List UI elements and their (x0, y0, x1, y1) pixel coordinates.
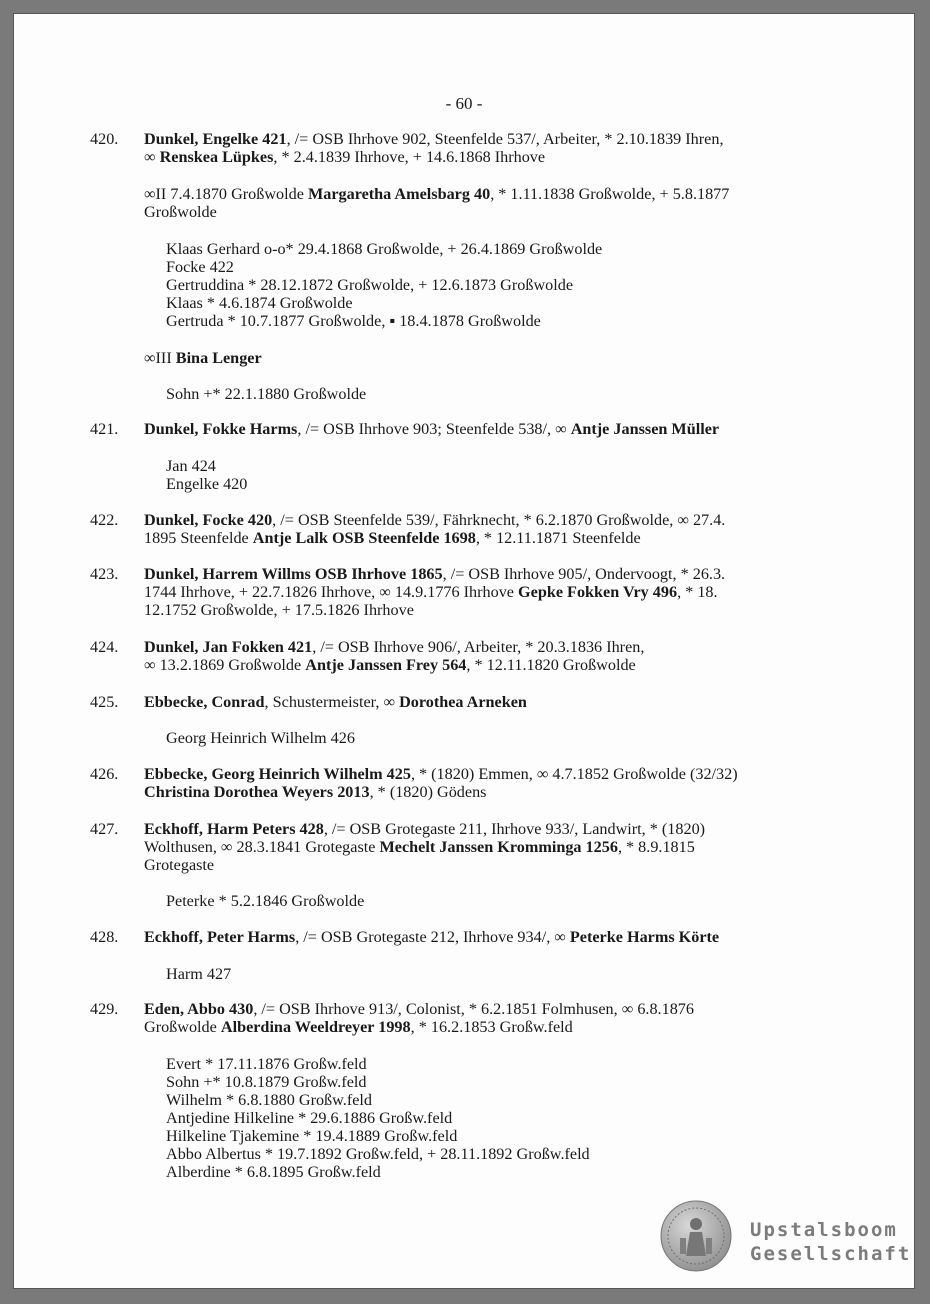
list-item: Engelke 420 (166, 475, 248, 493)
entry-number: 420. (90, 130, 119, 148)
spouse-details: , * 12.11.1871 Steenfelde (475, 529, 641, 547)
entry-name: Eckhoff, Harm Peters 428 (144, 820, 324, 838)
entry-details: , /= OSB Ihrhove 903; Steenfelde 538/, ∞ (297, 420, 571, 438)
marriage-info: ∞II 7.4.1870 Großwolde (144, 185, 308, 203)
logo-line-1: Upstalsboom (750, 1219, 898, 1241)
entry-number: 429. (90, 1000, 119, 1018)
entry-name: Dunkel, Harrem Willms OSB Ihrhove 1865 (144, 565, 443, 583)
spouse-name: Gepke Fokken Vry 496 (518, 583, 678, 601)
entry-name: Dunkel, Fokke Harms (144, 420, 298, 438)
spouse-details-cont: Grotegaste (144, 856, 215, 874)
entry-name: Dunkel, Jan Fokken 421 (144, 638, 313, 656)
spouse-details: , * 2.4.1839 Ihrhove, + 14.6.1868 Ihrhove (273, 148, 546, 166)
entry-details: , /= OSB Ihrhove 913/, Colonist, * 6.2.1851 Folmhusen, ∞ 6.8.1876 (253, 1000, 694, 1018)
third-marriage (144, 349, 864, 367)
list-item: Klaas * 4.6.1874 Großwolde (166, 294, 353, 312)
entry-details: , * (1820) Emmen, ∞ 4.7.1852 Großwolde (32/32) (410, 765, 738, 783)
children-list (166, 385, 866, 403)
spouse-name: Alberdina Weeldreyer 1998 (220, 1018, 411, 1036)
marriage-symbol: ∞ (144, 148, 160, 166)
children-list (166, 965, 866, 983)
list-item: Georg Heinrich Wilhelm 426 (166, 729, 355, 747)
spouse-details: , * 18. (677, 583, 718, 601)
list-item: Sohn +* 22.1.1880 Großwolde (166, 385, 367, 403)
entry-details: , /= OSB Ihrhove 906/, Arbeiter, * 20.3.1836 Ihren, (312, 638, 645, 656)
list-item: Sohn +* 10.8.1879 Großw.feld (166, 1073, 367, 1091)
entry-name: Eden, Abbo 430 (144, 1000, 254, 1018)
list-item: Hilkeline Tjakemine * 19.4.1889 Großw.feld (166, 1127, 458, 1145)
list-item: Harm 427 (166, 965, 232, 983)
spouse-name: Antje Janssen Müller (570, 420, 720, 438)
entry-name: Dunkel, Focke 420 (144, 511, 273, 529)
entry-name: Dunkel, Engelke 421 (144, 130, 287, 148)
list-item: Antjedine Hilkeline * 29.6.1886 Großw.feld (166, 1109, 453, 1127)
marriage-info: Großwolde (144, 1018, 221, 1036)
list-item: Wilhelm * 6.8.1880 Großw.feld (166, 1091, 373, 1109)
spouse-name: Christina Dorothea Weyers 2013 (144, 783, 370, 801)
list-item: Peterke * 5.2.1846 Großwolde (166, 892, 365, 910)
entry-423 (90, 565, 870, 619)
spouse-name: Dorothea Arneken (399, 693, 527, 711)
entry-details: , /= OSB Grotegaste 212, Ihrhove 934/, ∞ (295, 928, 570, 946)
entry-name: Ebbecke, Georg Heinrich Wilhelm 425 (144, 765, 411, 783)
spouse-name: Antje Lalk OSB Steenfelde 1698 (252, 529, 476, 547)
spouse-details: , * 1.11.1838 Großwolde, + 5.8.1877 (490, 185, 730, 203)
spouse-name: Peterke Harms Körte (569, 928, 720, 946)
entry-number: 428. (90, 928, 119, 946)
entry-details: , /= OSB Ihrhove 902, Steenfelde 537/, Arbeiter, * 2.10.1839 Ihren, (286, 130, 724, 148)
children-list (166, 729, 866, 747)
marriage-info: 1895 Steenfelde (144, 529, 253, 547)
spouse-name: Renskea Lüpkes (159, 148, 274, 166)
list-item: Gertruddina * 28.12.1872 Großwolde, + 12.6.1873 Großwolde (166, 276, 574, 294)
spouse-details-cont: 12.1752 Großwolde, + 17.5.1826 Ihrhove (144, 601, 414, 619)
children-list (166, 240, 866, 330)
marriage-info: Wolthusen, ∞ 28.3.1841 Grotegaste (144, 838, 380, 856)
entry-name: Eckhoff, Peter Harms (144, 928, 296, 946)
entry-number: 426. (90, 765, 119, 783)
entry-number: 424. (90, 638, 119, 656)
list-item: Focke 422 (166, 258, 234, 276)
children-list (166, 892, 866, 910)
list-item: Gertruda * 10.7.1877 Großwolde, ▪ 18.4.1878 Großwolde (166, 312, 541, 330)
entry-details: , /= OSB Ihrhove 905/, Ondervoogt, * 26.3. (442, 565, 726, 583)
spouse-details: , * 8.9.1815 (617, 838, 695, 856)
spouse-details-cont: Großwolde (144, 203, 217, 221)
spouse-name: Mechelt Janssen Kromminga 1256 (379, 838, 618, 856)
spouse-details: , * (1820) Gödens (369, 783, 487, 801)
children-list (166, 1055, 866, 1181)
organization-logo-text (750, 1218, 911, 1266)
list-item: Klaas Gerhard o-o* 29.4.1868 Großwolde, + 26.4.1869 Großwolde (166, 240, 603, 258)
marriage-info: 1744 Ihrhove, + 22.7.1826 Ihrhove, ∞ 14.9.1776 Ihrhove (144, 583, 519, 601)
entry-427 (90, 820, 870, 874)
entry-424 (90, 638, 870, 674)
entry-number: 425. (90, 693, 119, 711)
list-item: Evert * 17.11.1876 Großw.feld (166, 1055, 367, 1073)
spouse-details: , * 12.11.1820 Großwolde (466, 656, 636, 674)
logo-line-2: Gesellschaft (750, 1243, 912, 1265)
entry-number: 427. (90, 820, 119, 838)
children-list (166, 457, 866, 493)
second-marriage (144, 185, 864, 221)
list-item: Jan 424 (166, 457, 216, 475)
spouse-details: , * 16.2.1853 Großw.feld (410, 1018, 573, 1036)
entry-number: 422. (90, 511, 119, 529)
entry-425 (90, 693, 870, 711)
marriage-info: ∞ 13.2.1869 Großwolde (144, 656, 306, 674)
entry-name: Ebbecke, Conrad (144, 693, 265, 711)
entry-429 (90, 1000, 870, 1036)
entry-number: 421. (90, 420, 119, 438)
entry-426 (90, 765, 870, 801)
seal-logo-icon (660, 1200, 732, 1272)
entry-details: , Schustermeister, ∞ (264, 693, 400, 711)
entry-420 (90, 130, 870, 166)
entry-421 (90, 420, 870, 438)
marriage-info: ∞III (144, 349, 176, 367)
entry-details: , /= OSB Steenfelde 539/, Fährknecht, * 6.2.1870 Großwolde, ∞ 27.4. (272, 511, 726, 529)
list-item: Alberdine * 6.8.1895 Großw.feld (166, 1163, 381, 1181)
entry-number: 423. (90, 565, 119, 583)
spouse-name: Margaretha Amelsbarg 40 (307, 185, 491, 203)
spouse-name: Bina Lenger (175, 349, 262, 367)
list-item: Abbo Albertus * 19.7.1892 Großw.feld, + 28.11.1892 Großw.feld (166, 1145, 590, 1163)
entry-details: , /= OSB Grotegaste 211, Ihrhove 933/, Landwirt, * (1820) (323, 820, 706, 838)
entry-422 (90, 511, 870, 547)
page-number: - 60 - (445, 94, 483, 113)
entry-428 (90, 928, 870, 946)
document-page (14, 14, 914, 1288)
spouse-name: Antje Janssen Frey 564 (305, 656, 467, 674)
